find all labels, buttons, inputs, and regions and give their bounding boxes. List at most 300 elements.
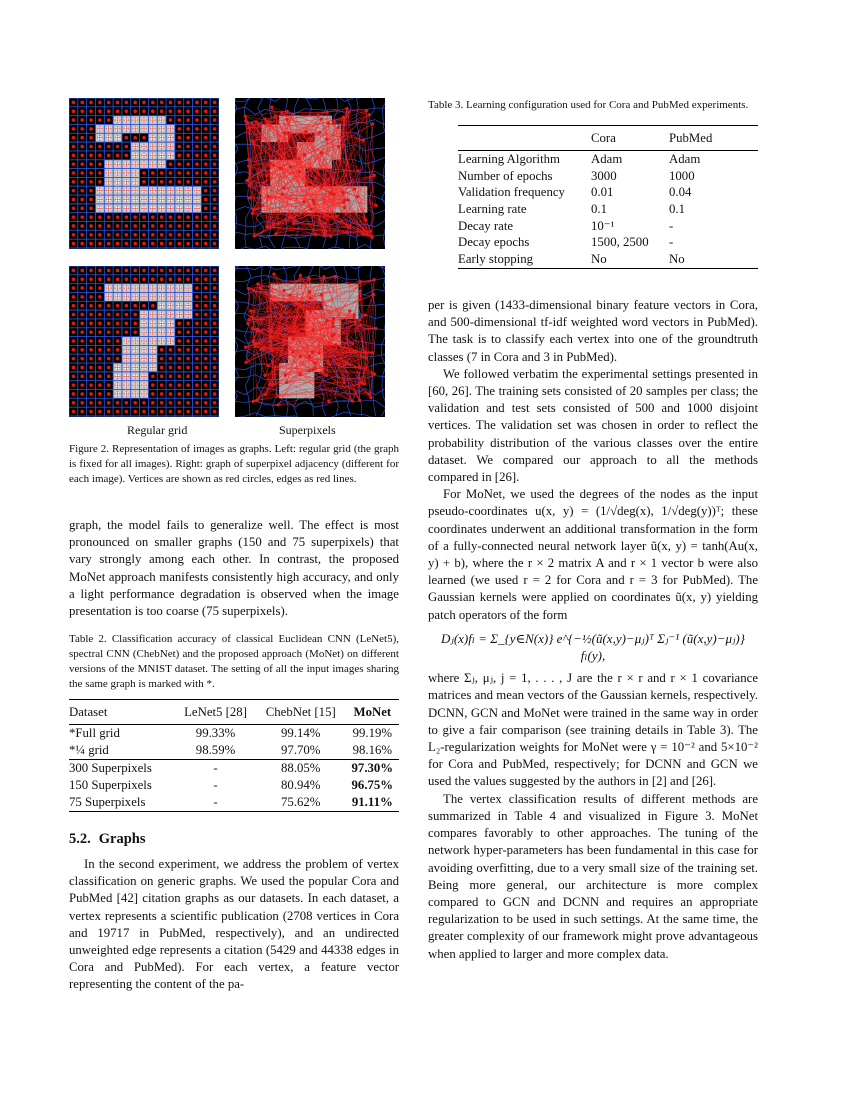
grid-graph-vertex [125,154,129,158]
grid-graph-vertex [186,269,190,273]
superpixel-graph-vertex [362,139,365,142]
grid-graph-vertex [125,401,129,405]
superpixel-graph-vertex [254,342,257,345]
figure-2-caption-text: Representation of images as graphs. Left: regular grid (the graph is fixed for all images). Right: graph of superpixel adjacency (different for each image). Vertices are shown as red circles, edges as red lines. [69,443,399,485]
grid-graph-vertex [116,348,120,352]
grid-graph-vertex [169,215,173,219]
grid-graph-vertex [160,215,164,219]
grid-graph-vertex [133,269,137,273]
grid-graph-vertex [89,206,93,210]
superpixel-graph-vertex [304,130,307,133]
grid-graph-vertex [186,392,190,396]
grid-graph-vertex [89,162,93,166]
grid-graph-vertex [195,118,199,122]
table-3-header-pubmed: PubMed [669,130,713,145]
superpixel-graph-vertex [288,216,291,219]
table-cell: 88.05% [281,761,321,775]
grid-graph-vertex [186,118,190,122]
grid-graph-vertex [116,313,120,317]
grid-graph-vertex [98,286,102,290]
grid-graph-vertex [186,171,190,175]
grid-graph-vertex [89,269,93,273]
grid-graph-vertex [80,206,84,210]
superpixel-graph-vertex [329,235,332,238]
superpixel-graph-vertex [353,316,356,319]
superpixel-graph-vertex [272,273,275,276]
grid-graph-vertex [213,198,217,202]
superpixel-graph-vertex [335,215,338,218]
superpixel-graph-vertex [268,345,271,348]
grid-graph-vertex [107,224,111,228]
grid-graph-vertex [213,171,217,175]
grid-graph-vertex [116,154,120,158]
grid-graph-vertex [125,269,129,273]
grid-graph-vertex [204,127,208,131]
grid-graph-vertex [72,171,76,175]
superpixel-graph-vertex [308,355,311,358]
superpixel-graph-vertex [284,342,287,345]
grid-graph-vertex [142,180,146,184]
grid-graph-vertex [195,233,199,237]
table-row [458,184,758,201]
grid-graph-vertex [186,180,190,184]
grid-graph-vertex [80,109,84,113]
grid-graph-vertex [116,410,120,414]
superpixel-graph-vertex [347,226,350,229]
grid-graph-vertex [142,401,146,405]
grid-graph-vertex [133,322,137,326]
superpixel-graph-vertex [298,157,301,160]
grid-graph-vertex [177,277,181,281]
superpixel-graph-vertex [373,278,376,281]
superpixel-graph-vertex [251,327,254,330]
grid-graph-vertex [177,109,181,113]
grid-graph-vertex [169,410,173,414]
grid-graph-vertex [169,162,173,166]
grid-graph-vertex [204,339,208,343]
grid-graph-vertex [142,109,146,113]
superpixel-graph-vertex [320,151,323,154]
superpixel-graph-vertex [325,374,328,377]
grid-graph-vertex [80,242,84,246]
superpixel-graph-vertex [247,164,250,167]
grid-graph-vertex [133,410,137,414]
superpixel-graph-vertex [250,122,253,125]
grid-graph-vertex [72,233,76,237]
grid-graph-vertex [195,401,199,405]
grid-graph-vertex [177,215,181,219]
grid-graph-vertex [72,269,76,273]
grid-graph-vertex [186,410,190,414]
grid-graph-vertex [80,118,84,122]
grid-graph-vertex [72,330,76,334]
grid-graph-vertex [169,224,173,228]
superpixel-graph-vertex [327,122,330,125]
table-cell: No [591,251,607,266]
grid-graph-vertex [72,127,76,131]
grid-graph-vertex [98,322,102,326]
grid-graph-vertex [98,392,102,396]
grid-graph-vertex [177,118,181,122]
grid-graph-vertex [213,127,217,131]
grid-graph-vertex [213,304,217,308]
superpixel-graph-vertex [337,145,340,148]
superpixel-graph-vertex [248,196,251,199]
superpixel-graph-vertex [252,400,255,403]
grid-graph-vertex [107,269,111,273]
superpixel-graph-vertex [324,233,327,236]
superpixel-graph-vertex [371,351,374,354]
grid-graph-vertex [107,330,111,334]
grid-graph-vertex [177,233,181,237]
grid-graph-vertex [116,339,120,343]
table-3-header-cora: Cora [591,130,616,145]
superpixel-graph-vertex [269,300,272,303]
grid-graph-vertex [80,313,84,317]
superpixel-graph-vertex [284,374,287,377]
grid-graph-vertex [98,171,102,175]
grid-graph-vertex [98,304,102,308]
table-cell: 97.70% [281,743,321,757]
grid-graph-vertex [204,374,208,378]
grid-graph-vertex [80,357,84,361]
superpixel-boundary [235,266,239,416]
table-cell: 1500, 2500 [591,235,649,250]
superpixel-graph-vertex [312,328,315,331]
grid-graph-vertex [125,277,129,281]
grid-graph-vertex [204,383,208,387]
grid-graph-vertex [195,383,199,387]
superpixel-graph-vertex [332,325,335,328]
table-row [458,151,758,168]
superpixel-graph-vertex [342,201,345,204]
grid-graph-vertex [72,145,76,149]
superpixel-graph-vertex [264,117,267,120]
superpixel-graph-vertex [281,193,284,196]
grid-graph-vertex [169,233,173,237]
grid-graph-vertex [107,233,111,237]
table-cell: 1000 [669,168,695,183]
grid-graph-vertex [204,215,208,219]
table-cell: 97.30% [351,761,394,775]
superpixel-graph-vertex [274,114,277,117]
superpixel-image-digit-7 [235,266,385,417]
superpixel-graph-vertex [276,395,279,398]
grid-graph-vertex [177,145,181,149]
grid-graph-vertex [80,410,84,414]
grid-graph-vertex [72,322,76,326]
superpixel-graph-vertex [312,199,315,202]
grid-graph-vertex [89,118,93,122]
grid-graph-vertex [151,171,155,175]
table-3 [458,125,758,269]
superpixel-graph-vertex [358,319,361,322]
superpixel-graph-vertex [255,120,258,123]
grid-graph-vertex [89,392,93,396]
grid-graph-vertex [160,233,164,237]
grid-graph-vertex [125,322,129,326]
grid-graph-vertex [169,392,173,396]
superpixel-graph-vertex [360,382,363,385]
superpixel-graph-vertex [368,392,371,395]
grid-graph-vertex [195,339,199,343]
superpixel-graph-vertex [369,396,372,399]
right-paragraph-2: We followed verbatim the experimental settings presented in [60, 26]. The training sets consisted of 20 samples per class; the validation and test sets consisted of 500 and 1000 disjoint vertices. The validation set was chosen in order to reflect the probability distribution of the various classes over the entire dataset. We compared our approach to all the methods compared in [26]. [428,366,758,485]
right-body-text [428,297,758,963]
grid-graph-vertex [89,189,93,193]
grid-graph-vertex [177,383,181,387]
grid-graph-vertex [186,145,190,149]
superpixel-graph-vertex [252,289,255,292]
grid-graph-vertex [89,401,93,405]
grid-graph-vertex [89,224,93,228]
grid-graph-vertex [177,242,181,246]
superpixel-graph-vertex [325,319,328,322]
table-row [69,742,399,760]
superpixel-graph-vertex [340,135,343,138]
grid-graph-vertex [195,171,199,175]
grid-graph-vertex [98,374,102,378]
superpixel-graph-vertex [327,178,330,181]
grid-graph-vertex [177,154,181,158]
grid-graph-vertex [98,145,102,149]
equation-patch-operator: Dⱼ(x)fₗ = Σ_{y∈N(x)} e^{−½(ũ(x,y)−μⱼ)ᵀ Σⱼ⁻¹ (ũ(x,y)−μⱼ)} fₗ(y), [441,630,745,664]
table-row [69,725,399,743]
table-cell: 0.1 [669,201,685,216]
grid-graph-vertex [177,171,181,175]
grid-graph-vertex [98,401,102,405]
superpixel-graph-vertex [246,322,249,325]
grid-graph-vertex [89,357,93,361]
grid-graph-vertex [186,322,190,326]
grid-graph-vertex [89,109,93,113]
grid-graph-vertex [72,339,76,343]
grid-graph-vertex [169,180,173,184]
superpixel-graph-vertex [261,204,264,207]
superpixel-graph-vertex [325,111,328,114]
grid-graph-vertex [204,118,208,122]
superpixel-graph-vertex [256,282,259,285]
grid-graph-vertex [204,162,208,166]
grid-graph-vertex [107,145,111,149]
superpixel-graph-vertex [332,317,335,320]
superpixel-graph-vertex [318,131,321,134]
grid-graph-vertex [133,215,137,219]
table-2-header-chebnet: ChebNet [15] [265,704,336,719]
grid-graph-vertex [116,101,120,105]
grid-graph-vertex [72,410,76,414]
superpixel-graph-vertex [253,208,256,211]
grid-graph-vertex [169,101,173,105]
grid-graph-vertex [177,374,181,378]
grid-graph-vertex [89,304,93,308]
grid-graph-vertex [186,215,190,219]
grid-graph-vertex [142,215,146,219]
superpixel-graph-vertex [291,113,294,116]
table-cell: Learning rate [458,201,527,216]
grid-graph-vertex [80,286,84,290]
grid-graph-vertex [151,215,155,219]
grid-graph-vertex [116,304,120,308]
grid-graph-vertex [80,295,84,299]
grid-graph-vertex [160,101,164,105]
grid-graph-vertex [98,269,102,273]
grid-graph-vertex [213,154,217,158]
superpixel-graph-vertex [271,383,274,386]
grid-graph-vertex [107,410,111,414]
superpixel-graph-vertex [313,302,316,305]
grid-graph-vertex [98,118,102,122]
grid-graph-vertex [160,242,164,246]
table-cell: Adam [669,151,701,166]
superpixel-graph-edge [329,383,345,402]
grid-graph-vertex [72,154,76,158]
grid-graph-vertex [204,206,208,210]
table-cell: Adam [591,151,623,166]
superpixel-graph-vertex [359,324,362,327]
grid-graph-vertex [177,224,181,228]
superpixel-graph-vertex [277,403,280,406]
superpixel-graph-vertex [282,186,285,189]
superpixel-graph-vertex [267,195,270,198]
grid-graph-vertex [80,145,84,149]
grid-graph-vertex [169,269,173,273]
table-cell: No [669,251,685,266]
superpixel-graph-vertex [265,225,268,228]
grid-graph-vertex [169,242,173,246]
grid-graph-vertex [72,118,76,122]
table-cell: 75.62% [281,795,321,809]
grid-graph-vertex [89,313,93,317]
superpixel-boundary [381,266,385,416]
superpixel-graph-vertex [247,318,250,321]
superpixel-graph-vertex [267,330,270,333]
table-cell: 91.11% [351,795,393,809]
grid-graph-vertex [177,330,181,334]
grid-graph-vertex [107,215,111,219]
grid-graph-vertex [133,313,137,317]
grid-graph-vertex [213,162,217,166]
grid-graph-vertex [213,118,217,122]
grid-graph-vertex [160,348,164,352]
superpixel-graph-vertex [330,215,333,218]
superpixel-graph-vertex [354,350,357,353]
grid-graph-vertex [80,374,84,378]
grid-graph-vertex [98,224,102,228]
grid-graph-vertex [116,145,120,149]
superpixel-graph-vertex [251,212,254,215]
superpixel-graph-vertex [280,112,283,115]
grid-graph-vertex [133,277,137,281]
grid-graph-vertex [177,127,181,131]
grid-graph-vertex [195,330,199,334]
regular-grid-image-digit-2 [69,98,219,249]
grid-graph-vertex [80,180,84,184]
superpixel-graph-vertex [374,204,377,207]
grid-graph-vertex [72,304,76,308]
grid-graph-vertex [204,304,208,308]
superpixel-graph-vertex [259,317,262,320]
grid-graph-vertex [98,180,102,184]
grid-graph-vertex [195,304,199,308]
superpixel-graph-vertex [324,346,327,349]
grid-graph-vertex [125,304,129,308]
grid-graph-vertex [133,224,137,228]
grid-graph-vertex [133,136,137,140]
superpixel-graph-vertex [362,233,365,236]
grid-graph-vertex [116,224,120,228]
table-cell: *¼ grid [69,743,109,757]
superpixel-graph-vertex [337,126,340,129]
superpixel-graph-vertex [292,222,295,225]
grid-graph-vertex [116,269,120,273]
table-cell: 98.59% [195,743,236,757]
table-3-header-row [458,126,758,151]
grid-graph-vertex [133,233,137,237]
grid-graph-vertex [72,189,76,193]
superpixel-graph-vertex [257,123,260,126]
grid-graph-vertex [151,410,155,414]
grid-graph-vertex [89,366,93,370]
superpixel-graph-vertex [359,280,362,283]
superpixel-graph-vertex [274,232,277,235]
table-row [69,777,399,794]
figure-2-caption-prefix: Figure 2. [69,443,109,455]
superpixel-graph-vertex [359,289,362,292]
figure-label-superpixels: Superpixels [279,423,336,437]
grid-graph-vertex [125,136,129,140]
grid-graph-vertex [125,215,129,219]
superpixel-graph-vertex [288,293,291,296]
grid-graph-vertex [80,198,84,202]
grid-graph-vertex [133,401,137,405]
grid-graph-vertex [72,348,76,352]
grid-graph-vertex [89,322,93,326]
grid-graph-vertex [151,304,155,308]
superpixel-graph-vertex [365,109,368,112]
grid-graph-vertex [160,224,164,228]
grid-graph-vertex [213,313,217,317]
grid-graph-vertex [213,322,217,326]
grid-graph-vertex [72,198,76,202]
table-cell: - [213,795,218,809]
superpixel-graph-vertex [374,327,377,330]
grid-graph-vertex [160,269,164,273]
grid-graph-vertex [204,357,208,361]
grid-graph-vertex [213,383,217,387]
superpixel-boundary [382,98,385,248]
grid-graph-vertex [151,242,155,246]
grid-graph-vertex [204,277,208,281]
grid-graph-vertex [186,101,190,105]
left-paragraph-1: graph, the model fails to generalize well. The effect is most pronounced on smaller graphs (150 and 75 superpixels) that vary strongly among each other. In contrast, the proposed MoNet approach manifests consistently high accuracy, and only a light performance degradation is observed when the image presentation is too coarse (75 superpixels). [69,518,399,619]
grid-graph-vertex [89,215,93,219]
grid-graph-vertex [151,109,155,113]
grid-graph-vertex [204,313,208,317]
grid-graph-vertex [98,215,102,219]
table-cell: 10⁻¹ [591,218,615,233]
grid-graph-vertex [213,392,217,396]
grid-graph-vertex [142,101,146,105]
grid-graph-vertex [116,357,120,361]
left-column [69,98,400,992]
grid-graph-vertex [151,101,155,105]
grid-graph-vertex [195,127,199,131]
superpixel-graph-vertex [308,290,311,293]
grid-graph-vertex [195,322,199,326]
superpixel-graph-vertex [348,309,351,312]
superpixel-graph-vertex [343,206,346,209]
